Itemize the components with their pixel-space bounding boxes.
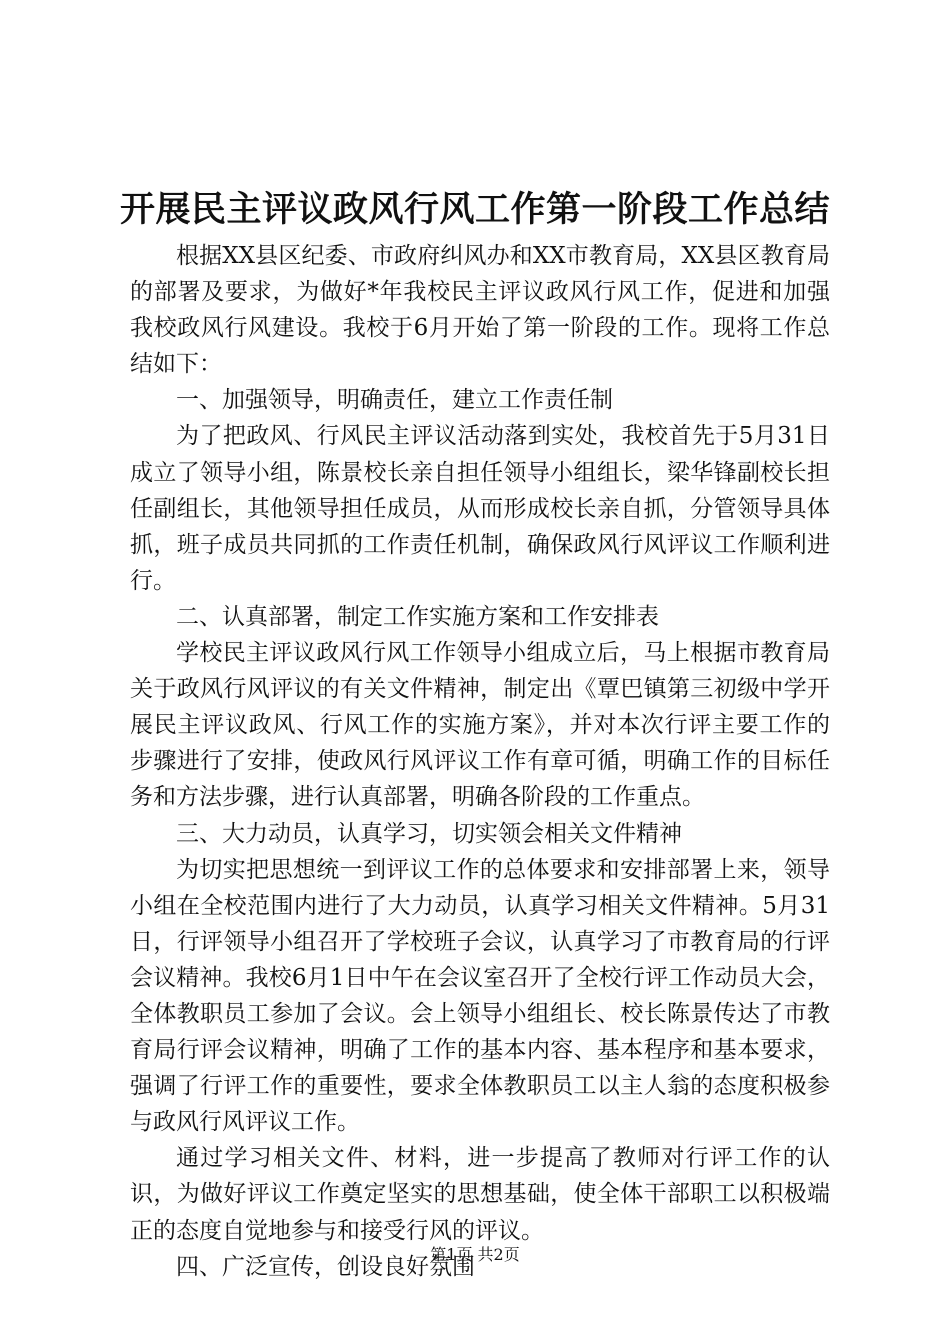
- document-body: [130, 238, 830, 1285]
- body-paragraph: 根据XX县区纪委、市政府纠风办和XX市教育局，XX县区教育局的部署及要求，为做好*年我校民主评议政风行风工作，促进和加强我校政风行风建设。我校于6月开始了第一阶段的工作。现将工作总结如下：: [130, 243, 830, 378]
- body-paragraph: 为切实把思想统一到评议工作的总体要求和安排部署上来，领导小组在全校范围内进行了大力动员，认真学习相关文件精神。5月31日，行评领导小组召开了学校班子会议，认真学习了市教育局的行评会议精神。我校6月1日中午在会议室召开了全校行评工作动员大会，全体教职员工参加了会议。会上领导小组组长、校长陈景传达了市教育局行评会议精神，明确了工作的基本内容、基本程序和基本要求，强调了行评工作的重要性，要求全体教职员工以主人翁的态度积极参与政风行风评议工作。: [130, 856, 830, 1136]
- page-number-footer: 第1页 共2页: [430, 1245, 520, 1264]
- section-heading: 一、加强领导，明确责任，建立工作责任制: [176, 387, 613, 414]
- section-heading: 三、大力动员，认真学习，切实领会相关文件精神: [176, 820, 682, 847]
- body-paragraph: 为了把政风、行风民主评议活动落到实处，我校首先于5月31日成立了领导小组，陈景校长亲自担任领导小组组长，梁华锋副校长担任副组长，其他领导担任成员，从而形成校长亲自抓，分管领导具体抓，班子成员共同抓的工作责任机制，确保政风行风评议工作顺利进行。: [130, 423, 830, 594]
- section-heading: 四、广泛宣传，创设良好氛围: [176, 1253, 475, 1280]
- body-paragraph: 学校民主评议政风行风工作领导小组成立后，马上根据市教育局关于政风行风评议的有关文件精神，制定出《覃巴镇第三初级中学开展民主评议政风、行风工作的实施方案》，并对本次行评主要工作的步骤进行了安排，使政风行风评议工作有章可循，明确工作的目标任务和方法步骤，进行认真部署，明确各阶段的工作重点。: [130, 640, 830, 811]
- document-title: 开展民主评议政风行风工作第一阶段工作总结: [119, 189, 830, 230]
- section-heading: 二、认真部署，制定工作实施方案和工作安排表: [176, 603, 659, 630]
- body-paragraph: 通过学习相关文件、材料，进一步提高了教师对行评工作的认识，为做好评议工作奠定坚实的思想基础，使全体干部职工以积极端正的态度自觉地参与和接受行风的评议。: [130, 1145, 830, 1244]
